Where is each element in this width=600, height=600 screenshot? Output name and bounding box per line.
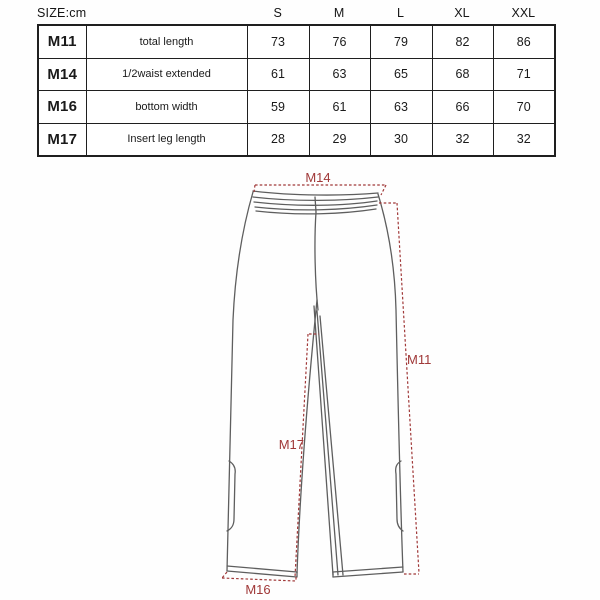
pants-outline — [227, 192, 403, 577]
size-value-cell: 79 — [370, 25, 432, 58]
measure-code-cell: M11 — [38, 25, 86, 58]
size-value-cell: 61 — [247, 58, 309, 91]
measure-name-cell: total length — [86, 25, 247, 58]
measure-name-cell: bottom width — [86, 91, 247, 124]
measure-code-cell: M14 — [38, 58, 86, 91]
total-length-label: M11 — [407, 352, 432, 367]
size-value-cell: 65 — [370, 58, 432, 91]
size-value-cell: 82 — [432, 25, 493, 58]
left-hem-stitch — [227, 566, 297, 572]
size-header-s: S — [273, 6, 282, 20]
size-header-m: M — [333, 6, 345, 20]
measure-name-cell: Insert leg length — [86, 123, 247, 156]
size-value-cell: 61 — [309, 91, 370, 124]
right-inner-seam — [314, 306, 333, 575]
size-value-cell: 63 — [309, 58, 370, 91]
measure-name-cell: 1/2waist extended — [86, 58, 247, 91]
size-value-cell: 28 — [247, 123, 309, 156]
size-value-cell: 32 — [493, 123, 555, 156]
size-value-cell: 68 — [432, 58, 493, 91]
measure-code-cell: M17 — [38, 123, 86, 156]
right-inner-seam — [317, 311, 338, 575]
size-header-xxl: XXL — [511, 6, 536, 20]
size-value-cell: 86 — [493, 25, 555, 58]
waistband — [253, 191, 378, 214]
fly-seam — [315, 212, 318, 310]
size-value-cell: 59 — [247, 91, 309, 124]
measure-code-cell: M16 — [38, 91, 86, 124]
size-header-xl: XL — [454, 6, 470, 20]
insert-leg-length-label: M17 — [278, 437, 304, 452]
unit-label: SIZE:cm — [37, 6, 87, 20]
size-value-cell: 66 — [432, 91, 493, 124]
m16-dimension-line — [222, 578, 296, 581]
size-header-l: L — [397, 6, 404, 20]
size-value-cell: 70 — [493, 91, 555, 124]
size-value-cell: 30 — [370, 123, 432, 156]
right-hem-stitch — [333, 567, 403, 572]
bottom-width-label: M16 — [245, 582, 271, 597]
size-value-cell: 71 — [493, 58, 555, 91]
size-value-cell: 76 — [309, 25, 370, 58]
size-value-cell: 73 — [247, 25, 309, 58]
size-value-cell: 29 — [309, 123, 370, 156]
size-value-cell: 32 — [432, 123, 493, 156]
left-hem-edge — [227, 571, 297, 577]
waist-width-label: M14 — [305, 170, 331, 185]
size-value-cell: 63 — [370, 91, 432, 124]
